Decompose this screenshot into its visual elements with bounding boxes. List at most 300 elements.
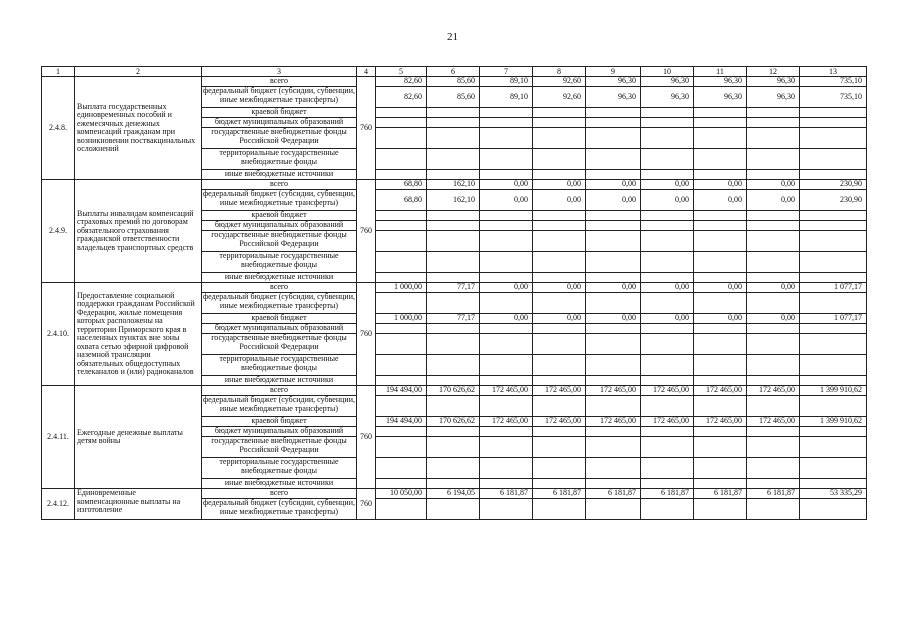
value-cell [480, 355, 533, 376]
funding-source-label: иные внебюджетные источники [202, 479, 357, 489]
value-cell [586, 334, 641, 355]
value-cell [694, 499, 747, 520]
budget-table [41, 66, 867, 520]
value-cell [376, 355, 427, 376]
funding-source-label: краевой бюджет [202, 108, 357, 118]
value-cell [747, 437, 800, 458]
value-cell [800, 128, 867, 149]
value-cell [800, 293, 867, 314]
value-cell: 0,00 [694, 180, 747, 190]
section-column-4: 760 [357, 283, 376, 386]
page-number: 21 [447, 31, 458, 43]
value-cell [641, 221, 694, 231]
table-row [42, 283, 867, 293]
value-cell [533, 128, 586, 149]
section-code: 2.4.12. [42, 489, 75, 520]
value-cell [376, 231, 427, 252]
section-name: Ежегодные денежные выплаты детям войны [75, 386, 202, 489]
value-cell: 1 077,17 [800, 283, 867, 293]
value-cell [533, 293, 586, 314]
value-cell: 0,00 [747, 180, 800, 190]
value-cell [641, 324, 694, 334]
value-cell [747, 324, 800, 334]
value-cell: 85,60 [427, 77, 480, 87]
value-cell [747, 149, 800, 170]
value-cell [376, 211, 427, 221]
value-cell: 0,00 [694, 283, 747, 293]
value-cell: 82,60 [376, 77, 427, 87]
column-header-8: 8 [533, 67, 586, 77]
value-cell [694, 108, 747, 118]
value-cell: 735,10 [800, 77, 867, 87]
funding-source-label: государственные внебюджетные фонды Российской Федерации [202, 334, 357, 355]
value-cell: 0,00 [480, 283, 533, 293]
value-cell: 0,00 [747, 314, 800, 324]
section-code: 2.4.10. [42, 283, 75, 386]
value-cell: 82,60 [376, 87, 427, 108]
section-name: Выплаты инвалидам компенсаций страховых премий по договорам обязательного страхования гражданской ответственности владельцев транспортных средств [75, 180, 202, 283]
value-cell [694, 437, 747, 458]
value-cell [480, 128, 533, 149]
value-cell [480, 293, 533, 314]
value-cell [747, 334, 800, 355]
value-cell: 96,30 [641, 77, 694, 87]
value-cell [480, 149, 533, 170]
value-cell [641, 231, 694, 252]
funding-source-label: всего [202, 283, 357, 293]
value-cell [586, 427, 641, 437]
funding-source-label: территориальные государственные внебюджетные фонды [202, 252, 357, 273]
value-cell [427, 118, 480, 128]
value-cell [747, 479, 800, 489]
value-cell [586, 170, 641, 180]
funding-source-label: бюджет муниципальных образований [202, 118, 357, 128]
value-cell: 172 465,00 [694, 386, 747, 396]
value-cell: 77,17 [427, 283, 480, 293]
value-cell: 0,00 [586, 190, 641, 211]
value-cell: 170 626,62 [427, 417, 480, 427]
value-cell [533, 273, 586, 283]
column-header-5: 5 [376, 67, 427, 77]
value-cell [641, 128, 694, 149]
value-cell [800, 355, 867, 376]
value-cell: 172 465,00 [533, 386, 586, 396]
value-cell [800, 499, 867, 520]
value-cell: 0,00 [586, 283, 641, 293]
value-cell [427, 252, 480, 273]
value-cell: 194 494,00 [376, 417, 427, 427]
value-cell [427, 108, 480, 118]
value-cell [747, 396, 800, 417]
value-cell: 0,00 [480, 190, 533, 211]
value-cell [427, 437, 480, 458]
value-cell: 6 181,87 [480, 489, 533, 499]
value-cell: 735,10 [800, 87, 867, 108]
value-cell [747, 211, 800, 221]
value-cell [533, 170, 586, 180]
value-cell [641, 499, 694, 520]
value-cell [641, 396, 694, 417]
value-cell: 170 626,62 [427, 386, 480, 396]
value-cell [641, 293, 694, 314]
value-cell [694, 334, 747, 355]
value-cell: 162,10 [427, 190, 480, 211]
value-cell [694, 355, 747, 376]
value-cell [533, 376, 586, 386]
funding-source-label: государственные внебюджетные фонды Российской Федерации [202, 437, 357, 458]
value-cell: 1 000,00 [376, 314, 427, 324]
value-cell: 0,00 [641, 283, 694, 293]
value-cell: 0,00 [480, 314, 533, 324]
funding-source-label: всего [202, 180, 357, 190]
section-name: Предоставление социальной поддержки гражданам Российской Федерации, жилые помещения которых расположены на территории Приморского края в населенных пунктах вне зоны охвата сетью эфирной цифровой наземной трансляции обязательных общедоступных телеканалов и (или) радиоканалов [75, 283, 202, 386]
value-cell [694, 231, 747, 252]
value-cell [480, 211, 533, 221]
value-cell [533, 437, 586, 458]
value-cell [427, 376, 480, 386]
funding-source-label: территориальные государственные внебюджетные фонды [202, 458, 357, 479]
value-cell [747, 118, 800, 128]
value-cell [586, 128, 641, 149]
value-cell [480, 118, 533, 128]
value-cell [533, 108, 586, 118]
value-cell [480, 458, 533, 479]
section-code: 2.4.8. [42, 77, 75, 180]
value-cell: 230,90 [800, 190, 867, 211]
value-cell [480, 273, 533, 283]
value-cell [376, 108, 427, 118]
value-cell: 172 465,00 [641, 417, 694, 427]
value-cell [641, 118, 694, 128]
value-cell [747, 458, 800, 479]
column-header-2: 2 [75, 67, 202, 77]
value-cell [427, 458, 480, 479]
value-cell [747, 273, 800, 283]
funding-source-label: бюджет муниципальных образований [202, 324, 357, 334]
value-cell [533, 324, 586, 334]
value-cell [694, 293, 747, 314]
value-cell: 162,10 [427, 180, 480, 190]
value-cell [480, 221, 533, 231]
value-cell [376, 118, 427, 128]
value-cell: 10 050,00 [376, 489, 427, 499]
value-cell [641, 170, 694, 180]
value-cell: 89,10 [480, 77, 533, 87]
value-cell [533, 458, 586, 479]
value-cell: 1 399 910,62 [800, 386, 867, 396]
value-cell [800, 252, 867, 273]
funding-source-label: всего [202, 77, 357, 87]
funding-source-label: иные внебюджетные источники [202, 273, 357, 283]
value-cell [586, 499, 641, 520]
value-cell [427, 499, 480, 520]
value-cell [694, 324, 747, 334]
value-cell [747, 170, 800, 180]
value-cell [480, 334, 533, 355]
value-cell [480, 231, 533, 252]
value-cell [427, 324, 480, 334]
value-cell: 96,30 [747, 87, 800, 108]
value-cell [641, 458, 694, 479]
value-cell [800, 211, 867, 221]
value-cell [533, 221, 586, 231]
value-cell [376, 221, 427, 231]
column-header-6: 6 [427, 67, 480, 77]
value-cell [427, 211, 480, 221]
value-cell: 172 465,00 [586, 386, 641, 396]
value-cell: 53 335,29 [800, 489, 867, 499]
value-cell [641, 273, 694, 283]
value-cell [376, 334, 427, 355]
value-cell: 85,60 [427, 87, 480, 108]
value-cell: 0,00 [747, 190, 800, 211]
value-cell [427, 334, 480, 355]
value-cell: 0,00 [641, 314, 694, 324]
funding-source-label: территориальные государственные внебюджетные фонды [202, 355, 357, 376]
funding-source-label: федеральный бюджет (субсидии, субвенции, иные межбюджетные трансферты) [202, 396, 357, 417]
column-header-11: 11 [694, 67, 747, 77]
value-cell: 0,00 [641, 180, 694, 190]
value-cell [694, 252, 747, 273]
value-cell [376, 273, 427, 283]
column-header-1: 1 [42, 67, 75, 77]
value-cell: 96,30 [586, 77, 641, 87]
value-cell [376, 437, 427, 458]
value-cell [694, 376, 747, 386]
value-cell: 172 465,00 [747, 417, 800, 427]
value-cell [376, 396, 427, 417]
value-cell [376, 427, 427, 437]
value-cell [427, 149, 480, 170]
value-cell: 1 000,00 [376, 283, 427, 293]
value-cell [376, 499, 427, 520]
funding-source-label: федеральный бюджет (субсидии, субвенции, иные межбюджетные трансферты) [202, 87, 357, 108]
value-cell: 172 465,00 [480, 386, 533, 396]
value-cell [641, 479, 694, 489]
value-cell [586, 458, 641, 479]
value-cell [376, 458, 427, 479]
value-cell [376, 128, 427, 149]
funding-source-label: краевой бюджет [202, 417, 357, 427]
funding-source-label: бюджет муниципальных образований [202, 427, 357, 437]
value-cell [800, 437, 867, 458]
value-cell: 6 181,87 [586, 489, 641, 499]
value-cell: 0,00 [533, 283, 586, 293]
value-cell [694, 211, 747, 221]
value-cell [694, 427, 747, 437]
section-column-4: 760 [357, 77, 376, 180]
value-cell: 0,00 [641, 190, 694, 211]
value-cell [800, 479, 867, 489]
section-name: Выплата государственных единовременных пособий и ежемесячных денежных компенсаций гражданам при возникновении поствакцинальных осложнений [75, 77, 202, 180]
value-cell [800, 376, 867, 386]
value-cell [376, 252, 427, 273]
value-cell [800, 273, 867, 283]
value-cell [480, 324, 533, 334]
value-cell [533, 149, 586, 170]
value-cell [694, 273, 747, 283]
value-cell [800, 324, 867, 334]
value-cell: 68,80 [376, 190, 427, 211]
value-cell [694, 396, 747, 417]
funding-source-label: федеральный бюджет (субсидии, субвенции, иные межбюджетные трансферты) [202, 293, 357, 314]
value-cell [480, 437, 533, 458]
value-cell [533, 231, 586, 252]
value-cell [480, 479, 533, 489]
value-cell: 6 194,05 [427, 489, 480, 499]
column-header-10: 10 [641, 67, 694, 77]
value-cell [427, 273, 480, 283]
value-cell: 96,30 [694, 87, 747, 108]
value-cell [427, 231, 480, 252]
value-cell: 0,00 [533, 314, 586, 324]
value-cell: 96,30 [641, 87, 694, 108]
funding-source-label: бюджет муниципальных образований [202, 221, 357, 231]
value-cell [641, 108, 694, 118]
value-cell: 6 181,87 [641, 489, 694, 499]
section-name: Единовременные компенсационные выплаты на изготовление [75, 489, 202, 520]
table-body [42, 67, 867, 520]
value-cell [480, 376, 533, 386]
value-cell: 6 181,87 [747, 489, 800, 499]
value-cell [376, 149, 427, 170]
value-cell [747, 376, 800, 386]
value-cell [533, 479, 586, 489]
value-cell: 92,60 [533, 87, 586, 108]
value-cell [586, 324, 641, 334]
value-cell [694, 458, 747, 479]
funding-source-label: территориальные государственные внебюджетные фонды [202, 149, 357, 170]
value-cell [427, 396, 480, 417]
funding-source-label: федеральный бюджет (субсидии, субвенции, иные межбюджетные трансферты) [202, 499, 357, 520]
value-cell [586, 293, 641, 314]
value-cell [480, 108, 533, 118]
value-cell [376, 479, 427, 489]
table-row [42, 180, 867, 190]
value-cell: 0,00 [586, 314, 641, 324]
value-cell [586, 252, 641, 273]
value-cell [586, 108, 641, 118]
value-cell [480, 170, 533, 180]
value-cell [800, 396, 867, 417]
value-cell [427, 479, 480, 489]
funding-source-label: всего [202, 386, 357, 396]
value-cell [800, 170, 867, 180]
value-cell [586, 149, 641, 170]
value-cell: 230,90 [800, 180, 867, 190]
value-cell [533, 252, 586, 273]
value-cell [694, 128, 747, 149]
value-cell [747, 128, 800, 149]
value-cell [747, 355, 800, 376]
value-cell: 0,00 [694, 314, 747, 324]
value-cell [800, 334, 867, 355]
value-cell [427, 221, 480, 231]
value-cell [533, 211, 586, 221]
value-cell [694, 149, 747, 170]
value-cell [533, 499, 586, 520]
value-cell [641, 334, 694, 355]
value-cell [480, 252, 533, 273]
value-cell: 0,00 [586, 180, 641, 190]
value-cell: 68,80 [376, 180, 427, 190]
value-cell [800, 221, 867, 231]
section-column-4: 760 [357, 386, 376, 489]
value-cell [586, 211, 641, 221]
section-column-4: 760 [357, 489, 376, 520]
value-cell [586, 479, 641, 489]
value-cell [533, 334, 586, 355]
section-code: 2.4.9. [42, 180, 75, 283]
value-cell: 172 465,00 [480, 417, 533, 427]
value-cell [694, 118, 747, 128]
column-header-3: 3 [202, 67, 357, 77]
value-cell [694, 479, 747, 489]
value-cell [800, 231, 867, 252]
value-cell [641, 437, 694, 458]
value-cell [480, 499, 533, 520]
value-cell [376, 324, 427, 334]
value-cell [427, 293, 480, 314]
table-row [42, 77, 867, 87]
column-header-7: 7 [480, 67, 533, 77]
table-row [42, 489, 867, 499]
value-cell [641, 252, 694, 273]
value-cell [641, 211, 694, 221]
value-cell [427, 427, 480, 437]
value-cell [533, 355, 586, 376]
value-cell: 0,00 [480, 180, 533, 190]
value-cell [800, 118, 867, 128]
value-cell: 172 465,00 [586, 417, 641, 427]
funding-source-label: иные внебюджетные источники [202, 376, 357, 386]
value-cell: 96,30 [586, 87, 641, 108]
value-cell [747, 221, 800, 231]
funding-source-label: краевой бюджет [202, 314, 357, 324]
value-cell: 172 465,00 [641, 386, 694, 396]
value-cell [427, 355, 480, 376]
value-cell: 0,00 [694, 190, 747, 211]
value-cell: 1 399 910,62 [800, 417, 867, 427]
funding-source-label: федеральный бюджет (субсидии, субвенции, иные межбюджетные трансферты) [202, 190, 357, 211]
value-cell [747, 252, 800, 273]
value-cell [586, 376, 641, 386]
value-cell [747, 231, 800, 252]
value-cell [800, 458, 867, 479]
funding-source-label: государственные внебюджетные фонды Российской Федерации [202, 231, 357, 252]
value-cell [427, 170, 480, 180]
value-cell [586, 273, 641, 283]
budget-table-wrapper [41, 66, 867, 520]
value-cell [800, 427, 867, 437]
value-cell [376, 170, 427, 180]
value-cell [586, 231, 641, 252]
value-cell: 96,30 [747, 77, 800, 87]
value-cell [747, 108, 800, 118]
value-cell [747, 293, 800, 314]
funding-source-label: иные внебюджетные источники [202, 170, 357, 180]
value-cell [480, 396, 533, 417]
value-cell [641, 149, 694, 170]
value-cell [694, 221, 747, 231]
column-header-4: 4 [357, 67, 376, 77]
value-cell: 77,17 [427, 314, 480, 324]
section-column-4: 760 [357, 180, 376, 283]
value-cell: 0,00 [533, 180, 586, 190]
value-cell [480, 427, 533, 437]
value-cell: 96,30 [694, 77, 747, 87]
value-cell: 1 077,17 [800, 314, 867, 324]
